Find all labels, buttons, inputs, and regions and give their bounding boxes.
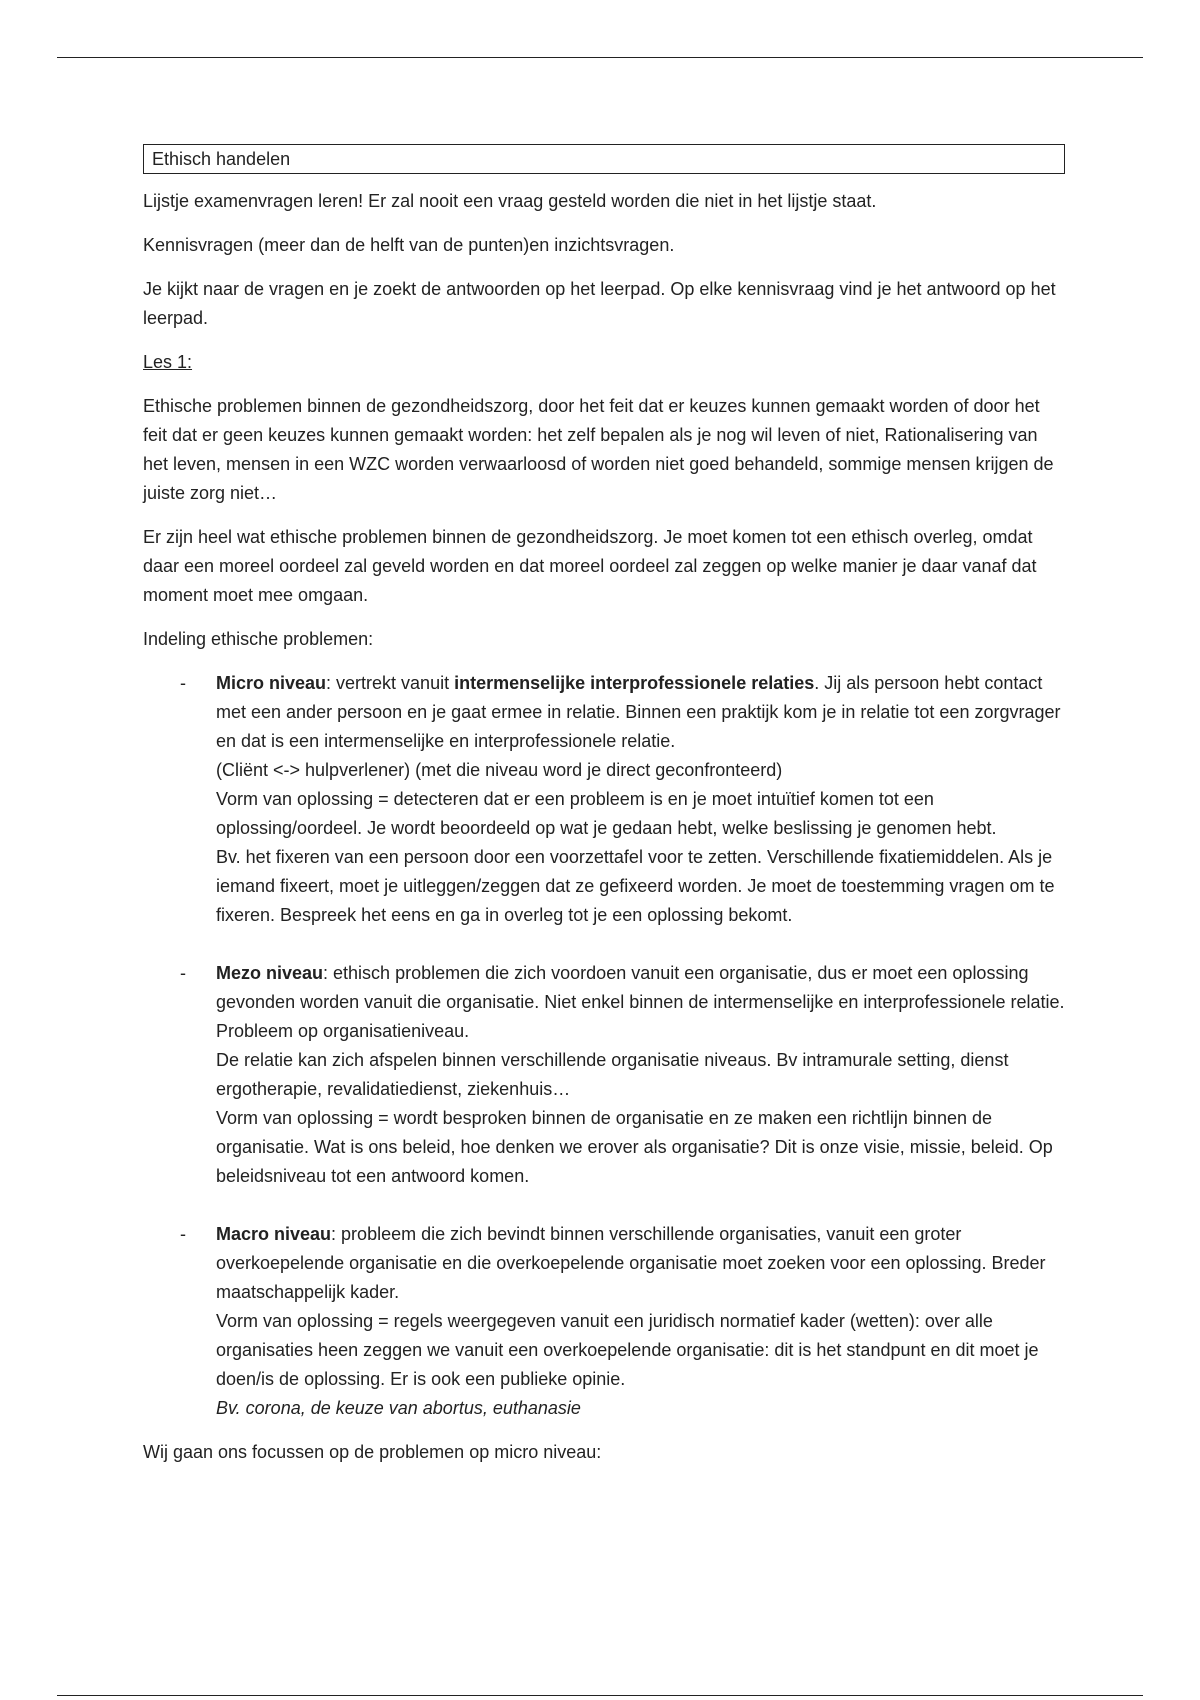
level-rest: . Jij als persoon hebt contact met een ander persoon en je gaat ermee in relatie. Binnen een praktijk kom je in relatie tot een zorgvrager en dat is een intermenselijke en interprofessionele relatie. xyxy=(216,673,1061,751)
closing-paragraph: Wij gaan ons focussen op de problemen op micro niveau: xyxy=(143,1442,602,1462)
level-line: (Cliënt <-> hulpverlener) (met die niveau word je direct geconfronteerd) xyxy=(216,760,783,780)
intro-paragraph: Lijstje examenvragen leren! Er zal nooit een vraag gesteld worden die niet in het lijstje staat. xyxy=(143,191,877,211)
list-item-mezo-level xyxy=(143,959,1065,1191)
lesson-paragraph: Ethische problemen binnen de gezondheidszorg, door het feit dat er keuzes kunnen gemaakt worden of door het feit dat er geen keuzes kunnen gemaakt worden: het zelf bepalen als je nog wil leven of niet, Rationalisering van het leven, mensen in een WZC worden verwaarloosd of worden niet goed behandeld, sommige mensen krijgen de juiste zorg niet… xyxy=(143,396,1054,503)
level-definition xyxy=(216,1220,1065,1307)
level-term: Mezo niveau xyxy=(216,963,324,983)
level-line: De relatie kan zich afspelen binnen verschillende organisatie niveaus. Bv intramurale setting, dienst ergotherapie, revalidatiedienst, ziekenhuis… xyxy=(216,1050,1009,1099)
level-definition xyxy=(216,669,1065,756)
document-title: Ethisch handelen xyxy=(143,144,1065,174)
intro-paragraph: Je kijkt naar de vragen en je zoekt de antwoorden op het leerpad. Op elke kennisvraag vind je het antwoord op het leerpad. xyxy=(143,279,1056,328)
list-dash: - xyxy=(180,1224,186,1244)
level-term: Micro niveau xyxy=(216,673,327,693)
lesson-heading: Les 1: xyxy=(143,352,193,372)
intro-paragraph: Kennisvragen (meer dan de helft van de punten)en inzichtsvragen. xyxy=(143,235,675,255)
level-definition xyxy=(216,959,1065,1046)
list-dash: - xyxy=(180,963,186,983)
level-line: Bv. het fixeren van een persoon door een voorzettafel voor te zetten. Verschillende fixatiemiddelen. Als je iemand fixeert, moet je uitleggen/zeggen dat ze gefixeerd worden. Je moet de toestemming vragen om te fixeren. Bespreek het eens en ga in overleg tot je een oplossing bekomt. xyxy=(216,847,1055,925)
level-lead: : ethisch problemen die zich voordoen vanuit een organisatie, dus er moet een oplossing gevonden worden vanuit die organisatie. Niet enkel binnen de intermenselijke en interprofessionele relatie. Probleem op organisatieniveau. xyxy=(216,963,1065,1041)
list-item-macro-level xyxy=(143,1220,1065,1423)
list-dash: - xyxy=(180,673,186,693)
classification-label: Indeling ethische problemen: xyxy=(143,629,374,649)
level-line: Vorm van oplossing = wordt besproken binnen de organisatie en ze maken een richtlijn binnen de organisatie. Wat is ons beleid, hoe denken we erover als organisatie? Dit is onze visie, missie, beleid. Op beleidsniveau tot een antwoord komen. xyxy=(216,1108,1053,1186)
list-item-micro-level xyxy=(143,669,1065,930)
footer-rule xyxy=(57,1695,1143,1696)
level-term: Macro niveau xyxy=(216,1224,332,1244)
level-lead: : vertrekt vanuit xyxy=(326,673,455,693)
level-bold-phrase: intermenselijke interprofessionele relaties xyxy=(454,673,815,693)
level-line: Vorm van oplossing = detecteren dat er een probleem is en je moet intuïtief komen tot een oplossing/oordeel. Je wordt beoordeeld op wat je gedaan hebt, welke beslissing je genomen hebt. xyxy=(216,789,997,838)
lesson-paragraph: Er zijn heel wat ethische problemen binnen de gezondheidszorg. Je moet komen tot een ethisch overleg, omdat daar een moreel oordeel zal geveld worden en dat moreel oordeel zal zeggen op welke manier je daar vanaf dat moment moet mee omgaan. xyxy=(143,527,1037,605)
level-line: Vorm van oplossing = regels weergegeven vanuit een juridisch normatief kader (wetten): over alle organisaties heen zeggen we vanuit een overkoepelende organisatie: dit is het standpunt en dit moet je doen/is de oplossing. Er is ook een publieke opinie. xyxy=(216,1311,1039,1389)
levels-list xyxy=(143,669,1065,1423)
level-lead: : probleem die zich bevindt binnen verschillende organisaties, vanuit een groter overkoepelende organisatie en die overkoepelende organisatie moet zoeken voor een oplossing. Breder maatschappelijk kader. xyxy=(216,1224,1046,1302)
document-body xyxy=(143,144,1065,1482)
level-example: Bv. corona, de keuze van abortus, euthanasie xyxy=(216,1398,581,1418)
header-rule xyxy=(57,57,1143,58)
